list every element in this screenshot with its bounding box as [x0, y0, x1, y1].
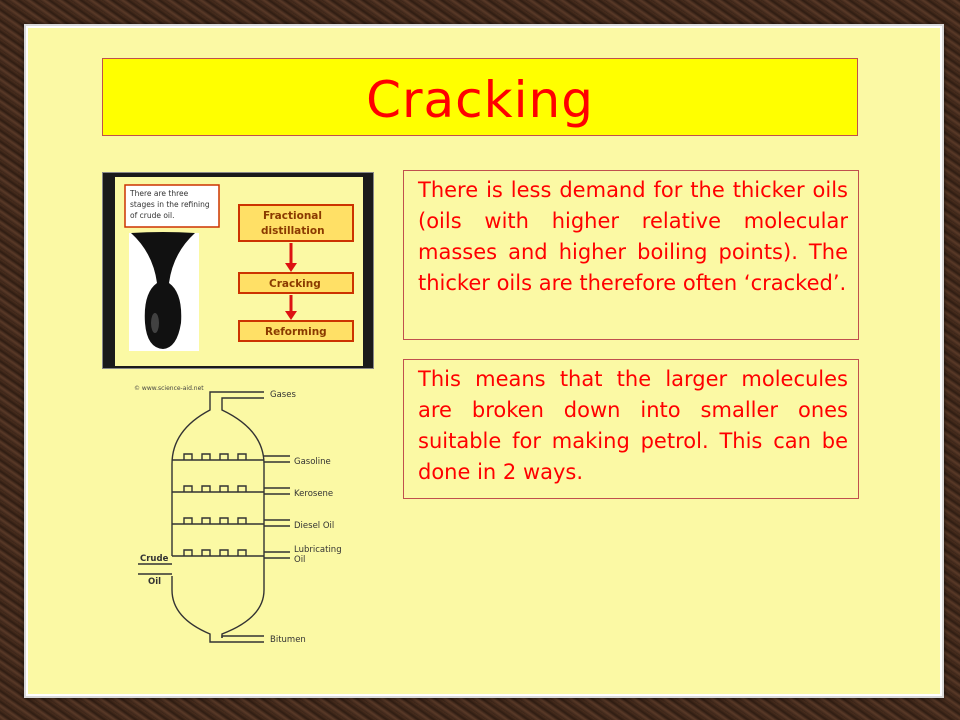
label-diesel-oil: Diesel Oil [294, 521, 335, 531]
refining-stages-figure [102, 172, 374, 369]
fractionating-column-figure [110, 380, 360, 649]
figure-credit: © www.science-aid.net [134, 385, 204, 392]
slide-title: Cracking [366, 71, 594, 129]
paragraph-2: This means that the larger molecules are broken down into smaller ones suitable for making petrol. This can be done in 2 ways. [418, 367, 848, 484]
stage-fractional-distillation: Fractional distillation [261, 210, 325, 237]
label-kerosene: Kerosene [294, 489, 334, 499]
paragraph-box-2 [403, 359, 859, 499]
label-bitumen: Bitumen [270, 635, 306, 645]
refining-note: There are three stages in the refining of crude oil. [130, 189, 210, 220]
title-banner [102, 58, 858, 136]
paragraph-1: There is less demand for the thicker oils (oils with higher relative molecular masses and higher boiling points). The thicker oils are therefore often ‘cracked’. [418, 178, 848, 295]
stage-reforming: Reforming [265, 326, 327, 338]
label-gases: Gases [270, 390, 296, 400]
stage-cracking: Cracking [269, 278, 321, 290]
label-lubricating-oil: Lubricating Oil [294, 545, 342, 565]
label-crude-oil: Crude Oil [140, 554, 169, 587]
label-gasoline: Gasoline [294, 457, 331, 467]
paragraph-box-1 [403, 170, 859, 340]
